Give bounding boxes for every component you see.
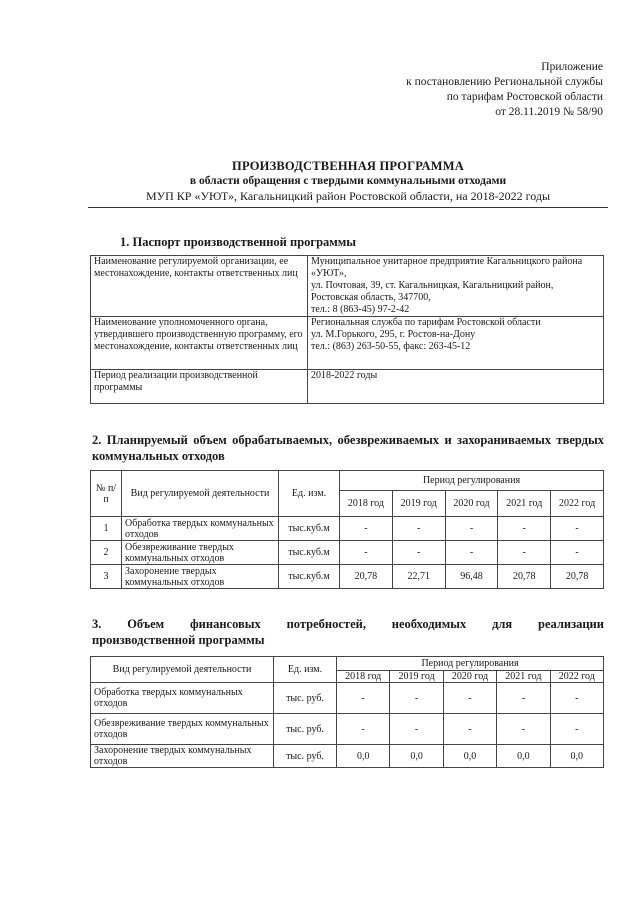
cell-value: - bbox=[498, 517, 551, 541]
section3-heading-line2: производственной программы bbox=[92, 633, 265, 647]
cell-activity: Обработка твердых коммунальных отходов bbox=[122, 517, 279, 541]
passport-value-line: тел.: 8 (863-45) 97-2-42 bbox=[311, 304, 410, 315]
cell-value: - bbox=[550, 683, 603, 714]
heading-word: для bbox=[492, 617, 513, 631]
cell-value: - bbox=[337, 714, 390, 745]
cell-value: 0,0 bbox=[497, 745, 550, 768]
section2-heading: 2. Планируемый объем обрабатываемых, обезвреживаемых и захораниваемых твердых коммунальных отходов bbox=[92, 433, 604, 463]
title-main: ПРОИЗВОДСТВЕННАЯ ПРОГРАММА bbox=[232, 159, 464, 173]
heading-word: необходимых bbox=[391, 617, 467, 631]
passport-value-line: Ростовская область, 347700, bbox=[311, 292, 431, 303]
passport-value bbox=[308, 317, 604, 370]
cell-unit: тыс. руб. bbox=[274, 745, 337, 768]
heading-word: 3. bbox=[92, 617, 102, 631]
table-row bbox=[91, 714, 604, 745]
appendix-line: от 28.11.2019 № 58/90 bbox=[495, 106, 603, 118]
cell-value: 20,78 bbox=[551, 565, 604, 589]
cell-value: - bbox=[445, 541, 498, 565]
document-title bbox=[88, 158, 608, 204]
cell-value: - bbox=[445, 517, 498, 541]
col-unit: Ед. изм. bbox=[279, 471, 340, 517]
cell-num: 1 bbox=[91, 517, 122, 541]
cell-value: - bbox=[390, 714, 443, 745]
cell-value: 0,0 bbox=[390, 745, 443, 768]
col-year: 2022 год bbox=[551, 491, 604, 517]
finance-table bbox=[90, 656, 604, 768]
cell-value: - bbox=[340, 517, 393, 541]
cell-value: 20,78 bbox=[340, 565, 393, 589]
passport-label: Наименование уполномоченного органа, утвердившего производственную программу, его местонахождение, контакты ответственных лиц bbox=[91, 317, 308, 370]
appendix-line: к постановлению Региональной службы bbox=[406, 76, 603, 88]
col-year: 2020 год bbox=[445, 491, 498, 517]
cell-value: 96,48 bbox=[445, 565, 498, 589]
col-period: Период регулирования bbox=[340, 471, 604, 491]
passport-table bbox=[90, 255, 604, 404]
passport-value-line: ул. М.Горького, 295, г. Ростов-на-Дону bbox=[311, 329, 476, 340]
cell-value: - bbox=[497, 714, 550, 745]
col-year: 2019 год bbox=[392, 491, 445, 517]
passport-value-line: Муниципальное унитарное предприятие Кагальницкого района «УЮТ», bbox=[311, 256, 583, 279]
table-row bbox=[91, 565, 604, 589]
col-year: 2022 год bbox=[550, 671, 603, 683]
heading-word: реализации bbox=[538, 617, 604, 631]
cell-value: - bbox=[551, 517, 604, 541]
cell-value: - bbox=[337, 683, 390, 714]
cell-activity: Обезвреживание твердых коммунальных отходов bbox=[122, 541, 279, 565]
cell-value: - bbox=[340, 541, 393, 565]
volume-table bbox=[90, 470, 604, 589]
cell-value: 20,78 bbox=[498, 565, 551, 589]
title-sub: в области обращения с твердыми коммунальными отходами bbox=[189, 175, 507, 187]
table-row bbox=[91, 317, 604, 370]
col-year: 2018 год bbox=[340, 491, 393, 517]
cell-unit: тыс.куб.м bbox=[279, 565, 340, 589]
title-underline bbox=[88, 207, 608, 208]
cell-activity: Захоронение твердых коммунальных отходов bbox=[91, 745, 274, 768]
cell-value: 0,0 bbox=[337, 745, 390, 768]
heading-word: потребностей, bbox=[286, 617, 366, 631]
section1-heading: 1. Паспорт производственной программы bbox=[120, 235, 357, 249]
col-period: Период регулирования bbox=[337, 657, 604, 671]
appendix-note bbox=[406, 60, 603, 120]
col-year: 2021 год bbox=[497, 671, 550, 683]
cell-value: - bbox=[443, 714, 496, 745]
cell-unit: тыс. руб. bbox=[274, 683, 337, 714]
table-row bbox=[91, 370, 604, 404]
col-year: 2019 год bbox=[390, 671, 443, 683]
heading-word: Объем bbox=[127, 617, 165, 631]
col-year: 2021 год bbox=[498, 491, 551, 517]
passport-value-line: ул. Почтовая, 39, ст. Кагальницкая, Кагальницкий район, bbox=[311, 280, 554, 291]
col-num: № п/п bbox=[91, 471, 122, 517]
col-activity: Вид регулируемой деятельности bbox=[122, 471, 279, 517]
cell-value: 22,71 bbox=[392, 565, 445, 589]
section3-heading bbox=[92, 616, 604, 648]
cell-unit: тыс. руб. bbox=[274, 714, 337, 745]
cell-num: 3 bbox=[91, 565, 122, 589]
cell-unit: тыс.куб.м bbox=[279, 517, 340, 541]
cell-value: - bbox=[551, 541, 604, 565]
appendix-line: Приложение bbox=[541, 61, 603, 73]
passport-value-line: 2018-2022 годы bbox=[311, 370, 378, 381]
cell-value: - bbox=[550, 714, 603, 745]
cell-value: 0,0 bbox=[443, 745, 496, 768]
table-header-row bbox=[91, 471, 604, 491]
cell-num: 2 bbox=[91, 541, 122, 565]
cell-activity: Обезвреживание твердых коммунальных отходов bbox=[91, 714, 274, 745]
cell-value: - bbox=[392, 541, 445, 565]
cell-value: - bbox=[498, 541, 551, 565]
cell-activity: Захоронение твердых коммунальных отходов bbox=[122, 565, 279, 589]
cell-value: - bbox=[390, 683, 443, 714]
passport-value bbox=[308, 370, 604, 404]
cell-value: - bbox=[443, 683, 496, 714]
table-row bbox=[91, 541, 604, 565]
table-row bbox=[91, 517, 604, 541]
col-year: 2020 год bbox=[443, 671, 496, 683]
table-row bbox=[91, 745, 604, 768]
table-row bbox=[91, 256, 604, 317]
cell-value: - bbox=[497, 683, 550, 714]
passport-label: Наименование регулируемой организации, ее местонахождение, контакты ответственных лиц bbox=[91, 256, 308, 317]
passport-value-line: Региональная служба по тарифам Ростовской области bbox=[311, 317, 541, 328]
cell-activity: Обработка твердых коммунальных отходов bbox=[91, 683, 274, 714]
cell-unit: тыс.куб.м bbox=[279, 541, 340, 565]
col-unit: Ед. изм. bbox=[274, 657, 337, 683]
section3-heading-line1 bbox=[92, 616, 604, 632]
cell-value: - bbox=[392, 517, 445, 541]
col-year: 2018 год bbox=[337, 671, 390, 683]
col-activity: Вид регулируемой деятельности bbox=[91, 657, 274, 683]
table-header-row bbox=[91, 657, 604, 671]
heading-word: финансовых bbox=[190, 617, 261, 631]
passport-label: Период реализации производственной программы bbox=[91, 370, 308, 404]
cell-value: 0,0 bbox=[550, 745, 603, 768]
title-organization: МУП КР «УЮТ», Кагальницкий район Ростовской области, на 2018-2022 годы bbox=[145, 189, 551, 203]
passport-value bbox=[308, 256, 604, 317]
passport-value-line: тел.: (863) 263-50-55, факс: 263-45-12 bbox=[311, 341, 471, 352]
appendix-line: по тарифам Ростовской области bbox=[446, 91, 603, 103]
table-row bbox=[91, 683, 604, 714]
